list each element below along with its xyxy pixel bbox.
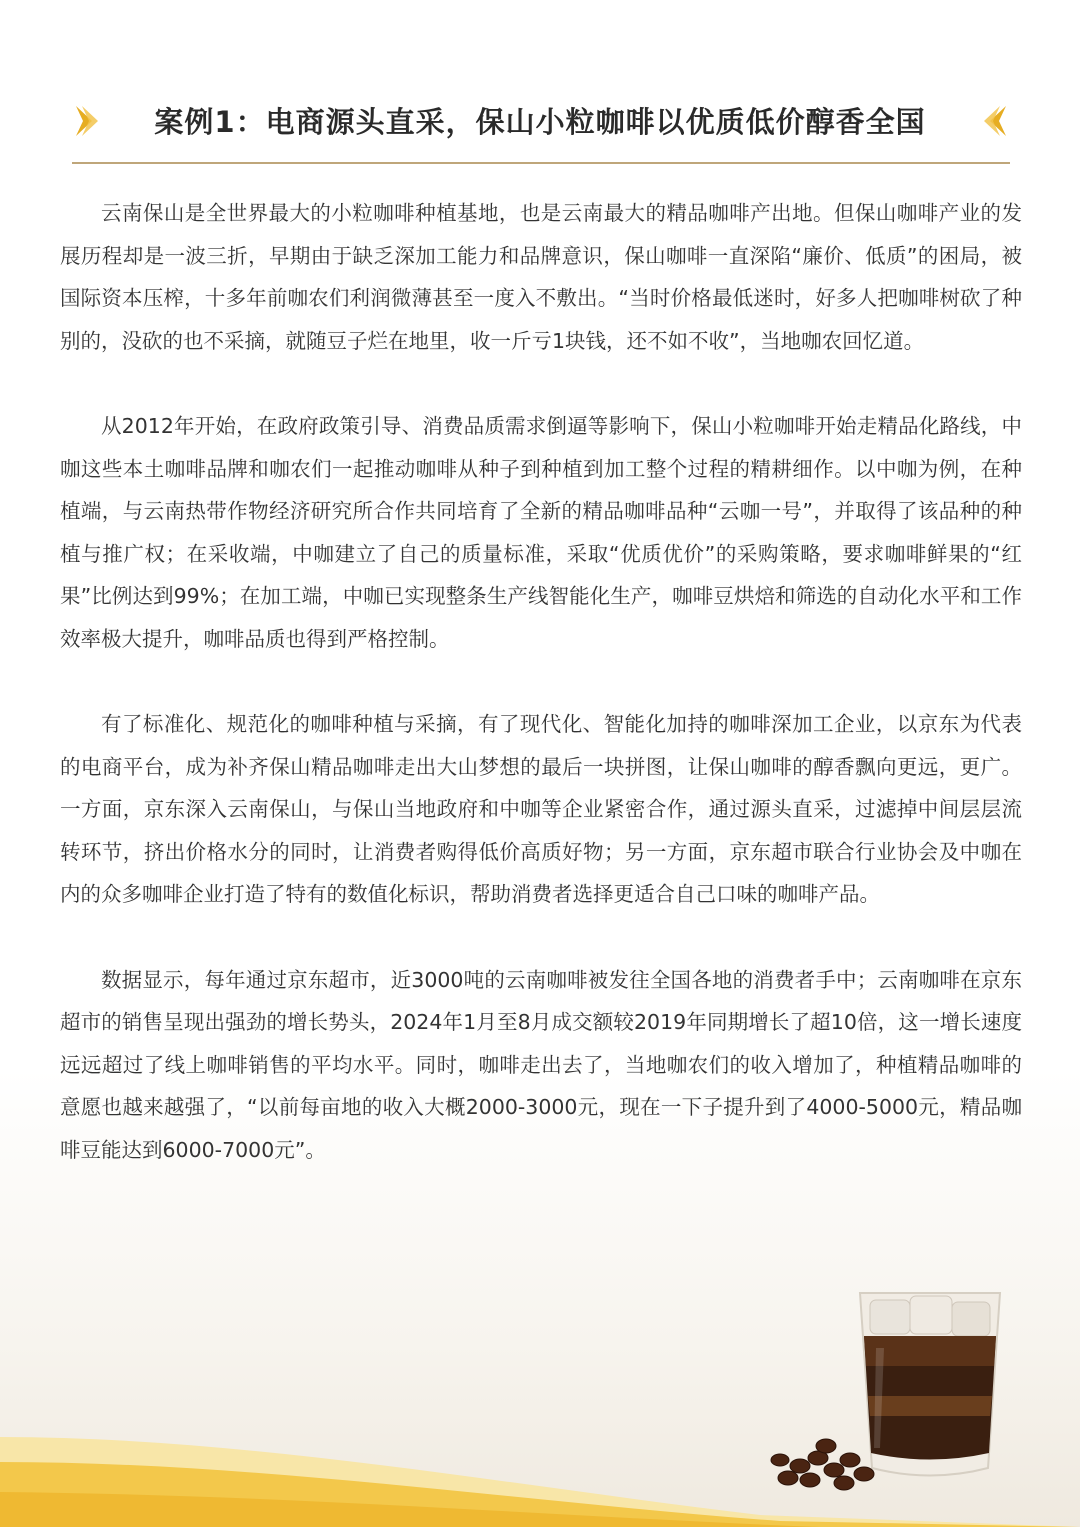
- paragraph: 数据显示，每年通过京东超市，近3000吨的云南咖啡被发往全国各地的消费者手中；云南咖啡在京东超市的销售呈现出强劲的增长势头，2024年1月至8月成交额较2019年同期增长了超10倍，这一增长速度远远超过了线上咖啡销售的平均水平。同时，咖啡走出去了，当地咖农们的收入增加了，种植精品咖啡的意愿也越来越强了，“以前每亩地的收入大概2000-3000元，现在一下子提升到了4000-5000元，精品咖啡豆能达到6000-7000元”。: [60, 967, 1022, 1162]
- paragraph: 云南保山是全世界最大的小粒咖啡种植基地，也是云南最大的精品咖啡产出地。但保山咖啡产业的发展历程却是一波三折，早期由于缺乏深加工能力和品牌意识，保山咖啡一直深陷“廉价、低质”的困局，被国际资本压榨，十多年前咖农们利润微薄甚至一度入不敷出。“当时价格最低迷时，好多人把咖啡树砍了种别的，没砍的也不采摘，就随豆子烂在地里，收一斤亏1块钱，还不如不收”，当地咖农回忆道。: [60, 201, 1022, 353]
- chevron-left-icon: [978, 104, 1010, 138]
- paragraph: 从2012年开始，在政府政策引导、消费品质需求倒逼等影响下，保山小粒咖啡开始走精品化路线，中咖这些本土咖啡品牌和咖农们一起推动咖啡从种子到种植到加工整个过程的精耕细作。以中咖为例，在种植端，与云南热带作物经济研究所合作共同培育了全新的精品咖啡品种“云咖一号”，并取得了该品种的种植与推广权；在采收端，中咖建立了自己的质量标准，采取“优质优价”的采购策略，要求咖啡鲜果的“红果”比例达到99%；在加工端，中咖已实现整条生产线智能化生产，咖啡豆烘焙和筛选的自动化水平和工作效率极大提升，咖啡品质也得到严格控制。: [60, 414, 1022, 651]
- page-title: 案例1：电商源头直采，保山小粒咖啡以优质低价醇香全国: [154, 105, 926, 139]
- article-body: [60, 192, 1022, 1214]
- paragraph: 有了标准化、规范化的咖啡种植与采摘，有了现代化、智能化加持的咖啡深加工企业，以京东为代表的电商平台，成为补齐保山精品咖啡走出大山梦想的最后一块拼图，让保山咖啡的醇香飘向更远，更广。一方面，京东深入云南保山，与保山当地政府和中咖等企业紧密合作，通过源头直采，过滤掉中间层层流转环节，挤出价格水分的同时，让消费者购得低价高质好物；另一方面，京东超市联合行业协会及中咖在内的众多咖啡企业打造了特有的数值化标识，帮助消费者选择更适合自己口味的咖啡产品。: [60, 712, 1022, 906]
- section-header: [60, 90, 1020, 150]
- title-divider: [72, 162, 1010, 164]
- iced-coffee-illustration: [760, 1288, 1020, 1493]
